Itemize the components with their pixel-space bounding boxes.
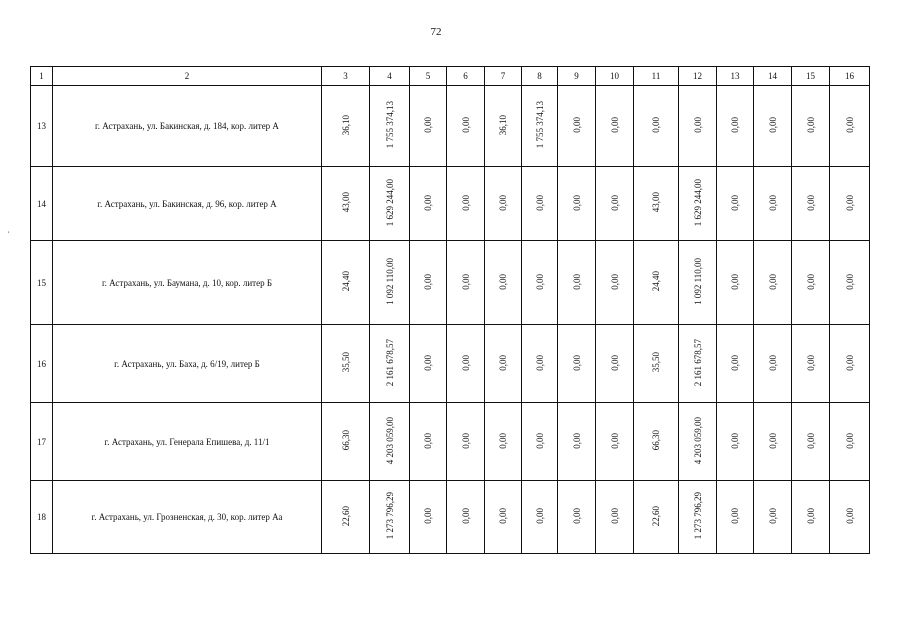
value-cell xyxy=(596,86,634,167)
value-text: 1 629 244,00 xyxy=(692,178,703,227)
value-text: 0,00 xyxy=(571,194,582,211)
value-cell xyxy=(792,86,830,167)
value-cell xyxy=(754,86,792,167)
value-cell xyxy=(754,481,792,554)
value-cell xyxy=(558,241,596,325)
value-text: 0,00 xyxy=(730,432,740,449)
value-cell xyxy=(792,167,830,241)
value-cell xyxy=(558,167,596,241)
value-cell xyxy=(596,403,634,481)
value-text: 0,00 xyxy=(844,194,855,211)
value-text: 0,00 xyxy=(571,117,582,133)
value-cell xyxy=(522,325,558,403)
address-cell: г. Астрахань, ул. Грозненская, д. 30, кор. литер Аа xyxy=(53,481,322,554)
value-cell xyxy=(754,403,792,481)
value-cell xyxy=(830,86,870,167)
value-cell xyxy=(792,241,830,325)
table-row xyxy=(31,86,870,167)
value-text: 0,00 xyxy=(423,273,433,290)
value-cell xyxy=(322,241,370,325)
value-cell xyxy=(322,403,370,481)
value-cell xyxy=(558,86,596,167)
value-text: 0,00 xyxy=(534,432,545,449)
value-text: 0,00 xyxy=(498,508,508,524)
value-text: 0,00 xyxy=(460,273,471,290)
value-cell xyxy=(634,241,679,325)
value-cell xyxy=(447,325,485,403)
column-header-11: 11 xyxy=(634,67,679,86)
value-text: 0,00 xyxy=(460,508,471,524)
value-cell xyxy=(485,403,522,481)
column-header-16: 16 xyxy=(830,67,870,86)
value-cell xyxy=(485,86,522,167)
value-text: 0,00 xyxy=(460,432,471,449)
value-text: 0,00 xyxy=(460,194,471,211)
value-text: 0,00 xyxy=(844,432,855,449)
value-text: 0,00 xyxy=(844,508,855,524)
value-cell xyxy=(717,167,754,241)
page-number: 72 xyxy=(430,26,442,38)
value-cell xyxy=(679,325,717,403)
value-cell xyxy=(717,86,754,167)
table-row xyxy=(31,241,870,325)
value-cell xyxy=(558,481,596,554)
value-text: 0,00 xyxy=(692,117,703,133)
value-text: 0,00 xyxy=(534,508,545,524)
value-text: 24,40 xyxy=(651,271,661,292)
table-row xyxy=(31,325,870,403)
address-cell: г. Астрахань, ул. Бакинская, д. 96, кор. литер А xyxy=(53,167,322,241)
value-text: 0,00 xyxy=(767,508,778,524)
value-text: 0,00 xyxy=(609,432,620,449)
value-cell xyxy=(410,167,447,241)
table-row xyxy=(31,167,870,241)
column-header-7: 7 xyxy=(485,67,522,86)
value-cell xyxy=(522,167,558,241)
value-cell xyxy=(754,325,792,403)
address-cell: г. Астрахань, ул. Баумана, д. 10, кор. литер Б xyxy=(53,241,322,325)
column-header-15: 15 xyxy=(792,67,830,86)
value-cell xyxy=(830,241,870,325)
value-text: 0,00 xyxy=(423,508,433,524)
row-number: 16 xyxy=(31,325,53,403)
row-number: 13 xyxy=(31,86,53,167)
value-cell xyxy=(370,403,410,481)
value-text: 24,40 xyxy=(340,271,351,292)
row-number: 18 xyxy=(31,481,53,554)
row-number: 15 xyxy=(31,241,53,325)
value-cell xyxy=(558,325,596,403)
value-cell xyxy=(322,86,370,167)
value-text: 0,00 xyxy=(767,432,778,449)
value-cell xyxy=(596,241,634,325)
value-cell xyxy=(754,241,792,325)
value-cell xyxy=(679,403,717,481)
value-cell xyxy=(634,403,679,481)
value-text: 2 161 678,57 xyxy=(384,338,395,387)
value-text: 0,00 xyxy=(730,194,740,211)
column-header-13: 13 xyxy=(717,67,754,86)
column-header-9: 9 xyxy=(558,67,596,86)
value-text: 66,30 xyxy=(651,430,661,451)
value-cell xyxy=(447,86,485,167)
value-cell xyxy=(522,86,558,167)
value-text: 0,00 xyxy=(460,117,471,133)
value-text: 0,00 xyxy=(534,194,545,211)
value-text: 0,00 xyxy=(767,354,778,371)
value-cell xyxy=(410,86,447,167)
value-text: 0,00 xyxy=(767,273,778,290)
value-cell xyxy=(485,167,522,241)
value-cell xyxy=(679,241,717,325)
stray-mark: , xyxy=(8,228,10,234)
data-table xyxy=(30,66,870,554)
value-text: 1 273 796,29 xyxy=(384,492,395,540)
value-text: 1 273 796,29 xyxy=(692,492,703,540)
value-text: 43,00 xyxy=(651,192,661,213)
value-text: 0,00 xyxy=(498,194,508,211)
value-cell xyxy=(596,167,634,241)
column-header-3: 3 xyxy=(322,67,370,86)
column-header-2: 2 xyxy=(53,67,322,86)
value-text: 66,30 xyxy=(340,430,351,451)
value-cell xyxy=(679,167,717,241)
column-header-5: 5 xyxy=(410,67,447,86)
column-header-6: 6 xyxy=(447,67,485,86)
value-cell xyxy=(754,167,792,241)
value-cell xyxy=(717,325,754,403)
value-text: 0,00 xyxy=(423,117,433,133)
value-text: 1 092 110,00 xyxy=(692,258,703,305)
value-cell xyxy=(322,167,370,241)
value-cell xyxy=(596,481,634,554)
value-cell xyxy=(447,241,485,325)
value-cell xyxy=(485,241,522,325)
value-text: 22,60 xyxy=(340,505,351,527)
value-cell xyxy=(410,325,447,403)
table-row xyxy=(31,403,870,481)
column-header-1: 1 xyxy=(31,67,53,86)
value-cell xyxy=(596,325,634,403)
column-header-8: 8 xyxy=(522,67,558,86)
value-cell xyxy=(322,325,370,403)
value-cell xyxy=(830,481,870,554)
value-text: 0,00 xyxy=(571,432,582,449)
table-row xyxy=(31,481,870,554)
value-text: 0,00 xyxy=(423,194,433,211)
value-text: 0,00 xyxy=(767,194,778,211)
value-text: 0,00 xyxy=(498,432,508,449)
value-text: 0,00 xyxy=(498,273,508,290)
value-cell xyxy=(634,167,679,241)
value-text: 0,00 xyxy=(609,273,620,290)
value-text: 35,50 xyxy=(651,352,661,373)
value-text: 22,60 xyxy=(651,505,661,527)
value-cell xyxy=(485,325,522,403)
value-text: 0,00 xyxy=(805,117,816,133)
value-text: 35,50 xyxy=(340,352,351,373)
value-cell xyxy=(679,481,717,554)
value-cell xyxy=(447,167,485,241)
value-text: 36,10 xyxy=(498,114,508,136)
value-text: 0,00 xyxy=(609,194,620,211)
value-text: 43,00 xyxy=(340,192,351,213)
value-cell xyxy=(634,86,679,167)
value-cell xyxy=(485,481,522,554)
value-text: 0,00 xyxy=(571,508,582,524)
value-text: 0,00 xyxy=(609,354,620,371)
value-cell xyxy=(830,167,870,241)
value-cell xyxy=(792,325,830,403)
value-text: 0,00 xyxy=(534,354,545,371)
value-text: 0,00 xyxy=(805,508,816,524)
value-text: 0,00 xyxy=(571,354,582,371)
value-cell xyxy=(717,403,754,481)
value-text: 0,00 xyxy=(498,354,508,371)
value-cell xyxy=(717,481,754,554)
value-cell xyxy=(792,403,830,481)
value-cell xyxy=(634,481,679,554)
row-number: 17 xyxy=(31,403,53,481)
value-text: 0,00 xyxy=(609,508,620,524)
value-text: 0,00 xyxy=(844,273,855,290)
value-text: 0,00 xyxy=(767,117,778,133)
value-text: 0,00 xyxy=(534,273,545,290)
value-cell xyxy=(792,481,830,554)
value-cell xyxy=(370,86,410,167)
value-cell xyxy=(522,241,558,325)
value-text: 0,00 xyxy=(730,273,740,290)
value-text: 0,00 xyxy=(609,117,620,133)
value-text: 1 755 374,13 xyxy=(534,101,545,149)
value-cell xyxy=(830,325,870,403)
value-text: 0,00 xyxy=(844,117,855,133)
column-header-12: 12 xyxy=(679,67,717,86)
value-text: 0,00 xyxy=(730,354,740,371)
value-cell xyxy=(370,167,410,241)
value-text: 36,10 xyxy=(340,114,351,136)
value-cell xyxy=(370,325,410,403)
value-cell xyxy=(679,86,717,167)
value-cell xyxy=(370,481,410,554)
column-header-14: 14 xyxy=(754,67,792,86)
value-text: 4 203 059,00 xyxy=(692,416,703,465)
value-cell xyxy=(634,325,679,403)
value-text: 0,00 xyxy=(460,354,471,371)
value-cell xyxy=(717,241,754,325)
value-cell xyxy=(447,403,485,481)
value-text: 0,00 xyxy=(730,117,740,133)
address-cell: г. Астрахань, ул. Генерала Епишева, д. 11/1 xyxy=(53,403,322,481)
value-text: 0,00 xyxy=(730,508,740,524)
value-text: 0,00 xyxy=(651,117,661,133)
value-text: 0,00 xyxy=(805,354,816,371)
value-cell xyxy=(558,403,596,481)
value-cell xyxy=(410,481,447,554)
value-text: 1 629 244,00 xyxy=(384,178,395,227)
value-cell xyxy=(370,241,410,325)
address-cell: г. Астрахань, ул. Бакинская, д. 184, кор. литер А xyxy=(53,86,322,167)
value-text: 2 161 678,57 xyxy=(692,338,703,387)
value-cell xyxy=(830,403,870,481)
header-row xyxy=(31,67,870,86)
value-text: 0,00 xyxy=(423,354,433,371)
value-cell xyxy=(447,481,485,554)
row-number: 14 xyxy=(31,167,53,241)
value-text: 0,00 xyxy=(571,273,582,290)
value-text: 0,00 xyxy=(805,432,816,449)
value-text: 1 092 110,00 xyxy=(384,258,395,305)
table-body xyxy=(31,86,870,554)
value-text: 0,00 xyxy=(844,354,855,371)
column-header-10: 10 xyxy=(596,67,634,86)
value-text: 0,00 xyxy=(805,194,816,211)
column-header-4: 4 xyxy=(370,67,410,86)
value-cell xyxy=(322,481,370,554)
value-text: 0,00 xyxy=(805,273,816,290)
address-cell: г. Астрахань, ул. Баха, д. 6/19, литер Б xyxy=(53,325,322,403)
value-text: 0,00 xyxy=(423,432,433,449)
value-cell xyxy=(522,403,558,481)
value-cell xyxy=(410,241,447,325)
value-cell xyxy=(522,481,558,554)
value-cell xyxy=(410,403,447,481)
value-text: 4 203 059,00 xyxy=(384,416,395,465)
value-text: 1 755 374,13 xyxy=(384,101,395,149)
